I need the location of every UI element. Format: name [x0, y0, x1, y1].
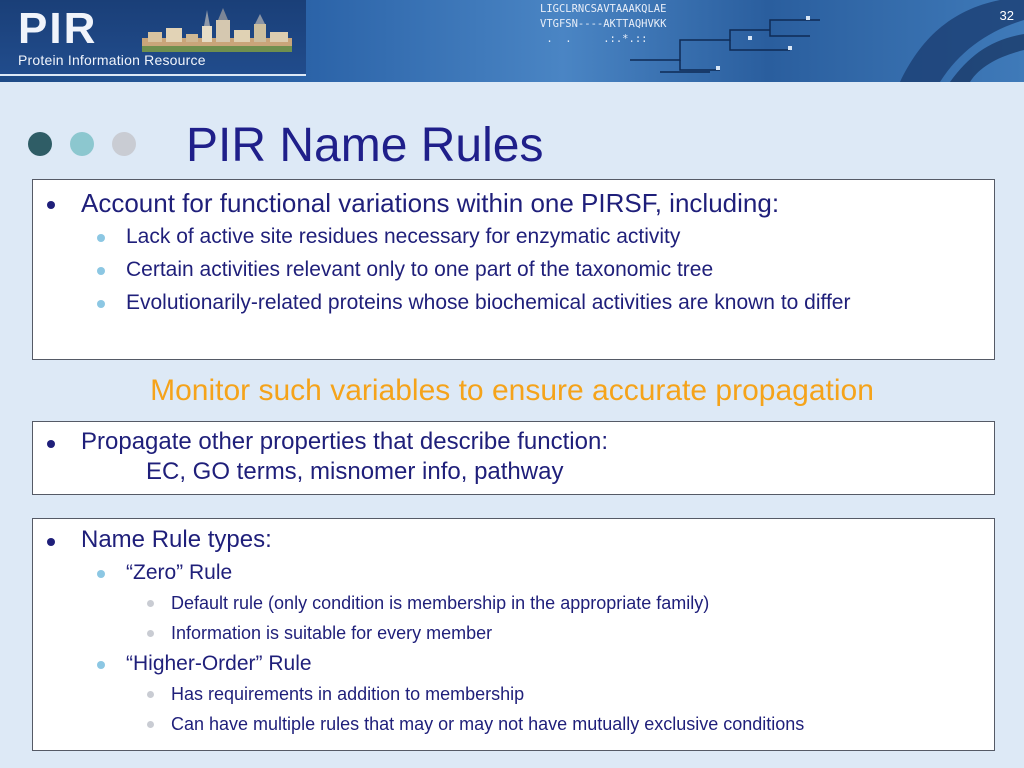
functional-variations-box [32, 179, 995, 360]
zero-rule-item-text: Information is suitable for every member [171, 623, 493, 643]
logo-subtitle: Protein Information Resource [18, 52, 206, 68]
box3-heading-text: Name Rule types: [81, 526, 272, 553]
pir-logo [0, 0, 306, 76]
bullet-icon [97, 661, 105, 669]
bullet-icon [97, 300, 105, 308]
box3-heading [33, 525, 994, 555]
higher-order-item-text: Can have multiple rules that may or may not have mutually exclusive conditions [171, 714, 805, 734]
box2-heading [33, 427, 994, 457]
box2-detail: EC, GO terms, misnomer info, pathway [146, 458, 564, 485]
list-item [33, 592, 994, 614]
slide-title: PIR Name Rules [186, 119, 544, 172]
bullet-icon [147, 600, 154, 607]
name-rule-types-box [32, 518, 995, 751]
list-item [33, 257, 994, 283]
dark-dot-icon [28, 132, 52, 156]
box1-heading [33, 188, 994, 218]
page-number: 32 [999, 8, 1014, 23]
higher-order-rule-label: “Higher-Order” Rule [126, 652, 312, 675]
propagate-properties-box [32, 421, 995, 495]
bullet-icon [97, 234, 105, 242]
title-dots [28, 132, 136, 156]
box1-item-text: Lack of active site residues necessary for enzymatic activity [126, 225, 681, 248]
bullet-icon [47, 440, 55, 448]
monitor-note: Monitor such variables to ensure accurate propagation [150, 374, 874, 407]
sequence-line-3: . . .:.*.:: [540, 33, 648, 45]
city-skyline-icon [142, 8, 292, 52]
tree-diagram-icon [620, 0, 860, 80]
teal-dot-icon [70, 132, 94, 156]
bullet-icon [97, 267, 105, 275]
zero-rule-item-text: Default rule (only condition is membership in the appropriate family) [171, 593, 710, 613]
list-item [33, 224, 994, 250]
bullet-icon [147, 630, 154, 637]
list-item [33, 622, 994, 644]
list-item [33, 290, 994, 316]
zero-rule-label: “Zero” Rule [126, 561, 233, 584]
sequence-line-2: VTGFSN----AKTTAQHVKK [540, 18, 667, 30]
list-item [33, 713, 994, 735]
header-banner [0, 0, 1024, 82]
box1-item-text: Evolutionarily-related proteins whose biochemical activities are known to differ [126, 291, 851, 314]
bullet-icon [47, 538, 55, 546]
box1-heading-text: Account for functional variations within one PIRSF, including: [81, 188, 780, 218]
box1-item-text: Certain activities relevant only to one part of the taxonomic tree [126, 258, 714, 281]
bullet-icon [147, 691, 154, 698]
sequence-line-1: LIGCLRNCSAVTAAAKQLAE [540, 3, 667, 15]
higher-order-rule-item [33, 651, 994, 677]
box2-heading-text: Propagate other properties that describe function: [81, 428, 608, 455]
bullet-icon [97, 570, 105, 578]
bullet-icon [147, 721, 154, 728]
higher-order-item-text: Has requirements in addition to membership [171, 684, 525, 704]
gray-dot-icon [112, 132, 136, 156]
zero-rule-item [33, 560, 994, 586]
bullet-icon [47, 201, 55, 209]
logo-title: PIR [18, 4, 98, 53]
list-item [33, 683, 994, 705]
